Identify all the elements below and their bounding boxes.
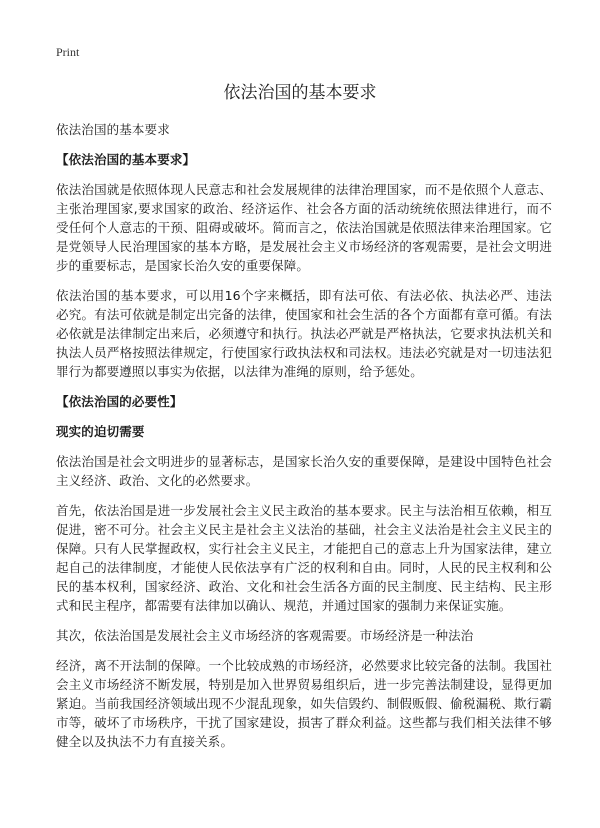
paragraph: 依法治国就是依照体现人民意志和社会发展规律的法律治理国家，而不是依照个人意志、主张治理国家,要求国家的政治、经济运作、社会各方面的活动统统依照法律进行，而不受任何个人意志的干预、阻碍或破坏。简而言之，依法治国就是依照法律来治理国家。它是党领导人民治理国家的基本方略，是发展社会主义市场经济的客观需要，是社会文明进步的重要标志，是国家长治久安的重要保障。 (56, 182, 552, 273)
print-link[interactable]: Print (56, 45, 80, 59)
paragraph: 经济，离不开法制的保障。一个比较成熟的市场经济，必然要求比较完备的法制。我国社会主义市场经济不断发展，特别是加入世界贸易组织后，进一步完善法制建设，显得更加紧迫。当前我国经济领域出现不少混乱现象，如失信毁约、制假贩假、偷税漏税、欺行霸市等，破坏了市场秩序，干扰了国家建设，损害了群众利益。这些都与我们相关法律不够健全以及执法不力有直接关系。 (56, 658, 552, 749)
document-body (56, 120, 552, 762)
document-subtitle: 依法治国的基本要求 (56, 122, 170, 137)
paragraph: 依法治国的基本要求，可以用16个字来概括，即有法可依、有法必依、执法必严、违法必究。有法可依就是制定出完备的法律，使国家和社会生活的各个方面都有章可循。有法必依就是法律制定出来后，必须遵守和执行。执法必严就是严格执法，它要求执法机关和执法人员严格按照法律规定，行使国家行政执法权和司法权。违法必究就是对一切违法犯罪行为都要遵照以事实为依据，以法律为准绳的原则，给予惩处。 (56, 288, 552, 379)
paragraph: 其次，依法治国是发展社会主义市场经济的客观需要。市场经济是一种法治 (56, 628, 474, 643)
paragraph: 首先，依法治国是进一步发展社会主义民主政治的基本要求。民主与法治相互依赖，相互促进，密不可分。社会主义民主是社会主义法治的基础，社会主义法治是社会主义民主的保障。只有人民掌握政权，实行社会主义民主，才能把自己的意志上升为国家法律，建立起自己的法律制度，才能使人民依法享有广泛的权利和自由。同时，人民的民主权利和公民的基本权利，国家经济、政治、文化和社会生活各方面的民主制度、民主结构、民主形式和民主程序，都需要有法律加以确认、规范，并通过国家的强制力来保证实施。 (56, 503, 552, 613)
page-title: 依法治国的基本要求 (223, 83, 377, 103)
paragraph: 依法治国是社会文明进步的显著标志，是国家长治久安的重要保障，是建设中国特色社会主义经济、政治、文化的必然要求。 (56, 454, 552, 488)
section-heading-requirements: 【依法治国的基本要求】 (56, 152, 196, 167)
section-heading-necessity: 【依法治国的必要性】 (56, 394, 183, 409)
sub-heading-urgent-need: 现实的迫切需要 (56, 424, 145, 439)
